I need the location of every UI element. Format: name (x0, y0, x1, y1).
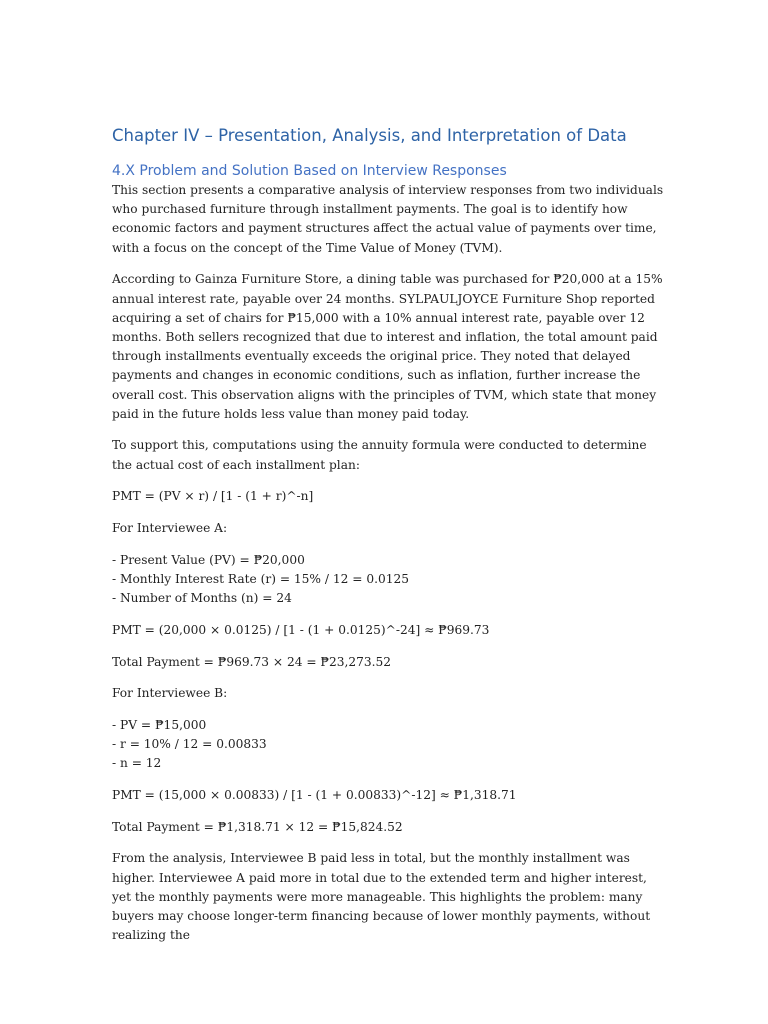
interviewee-b-total: Total Payment = ₱1,318.71 × 12 = ₱15,824.52 (112, 819, 403, 834)
interviewee-b-heading: For Interviewee B: (112, 686, 228, 701)
interviewee-b-list (112, 716, 664, 774)
list-item: - Monthly Interest Rate (r) = 15% / 12 = 0.0125 (112, 571, 409, 586)
section-title: 4.X Problem and Solution Based on Interview Responses (112, 163, 507, 179)
chapter-title: Chapter IV – Presentation, Analysis, and Interpretation of Data (112, 126, 627, 145)
interviewee-a-pmt: PMT = (20,000 × 0.0125) / [1 - (1 + 0.0125)^-24] ≈ ₱969.73 (112, 622, 490, 637)
conclusion-paragraph: From the analysis, Interviewee B paid less in total, but the monthly installment was higher. Interviewee A paid more in total due to the extended term and higher interest, yet the monthly payments were more manageable. This highlights the problem: many buyers may choose longer-term financing because of lower monthly payments, without realizing the (112, 851, 651, 943)
list-item: - PV = ₱15,000 (112, 717, 207, 732)
list-item: - r = 10% / 12 = 0.00833 (112, 737, 267, 752)
interviewee-b-pmt: PMT = (15,000 × 0.00833) / [1 - (1 + 0.00833)^-12] ≈ ₱1,318.71 (112, 788, 517, 803)
annuity-formula: PMT = (PV × r) / [1 - (1 + r)^-n] (112, 489, 314, 504)
findings-paragraph: According to Gainza Furniture Store, a dining table was purchased for ₱20,000 at a 15% annual interest rate, payable over 24 months. SYLPAULJOYCE Furniture Shop reported acquiring a set of chairs for ₱15,000 with a 10% annual interest rate, payable over 12 months. Both sellers recognized that due to interest and inflation, the total amount paid through installments eventually exceeds the original price. They noted that delayed payments and changes in economic conditions, such as inflation, further increase the overall cost. This observation aligns with the principles of TVM, which state that money paid in the future holds less value than money paid today. (112, 272, 663, 421)
interviewee-a-total: Total Payment = ₱969.73 × 24 = ₱23,273.52 (112, 654, 392, 669)
interviewee-a-heading: For Interviewee A: (112, 521, 228, 536)
document-page (112, 124, 664, 958)
intro-paragraph: This section presents a comparative analysis of interview responses from two individuals who purchased furniture through installment payments. The goal is to identify how economic factors and payment structures affect the actual value of payments over time, with a focus on the concept of the Time Value of Money (TVM). (112, 183, 664, 255)
interviewee-a-list (112, 551, 664, 609)
list-item: - n = 12 (112, 756, 162, 771)
list-item: - Number of Months (n) = 24 (112, 591, 292, 606)
support-paragraph: To support this, computations using the annuity formula were conducted to determine the actual cost of each installment plan: (112, 438, 647, 472)
list-item: - Present Value (PV) = ₱20,000 (112, 552, 305, 567)
